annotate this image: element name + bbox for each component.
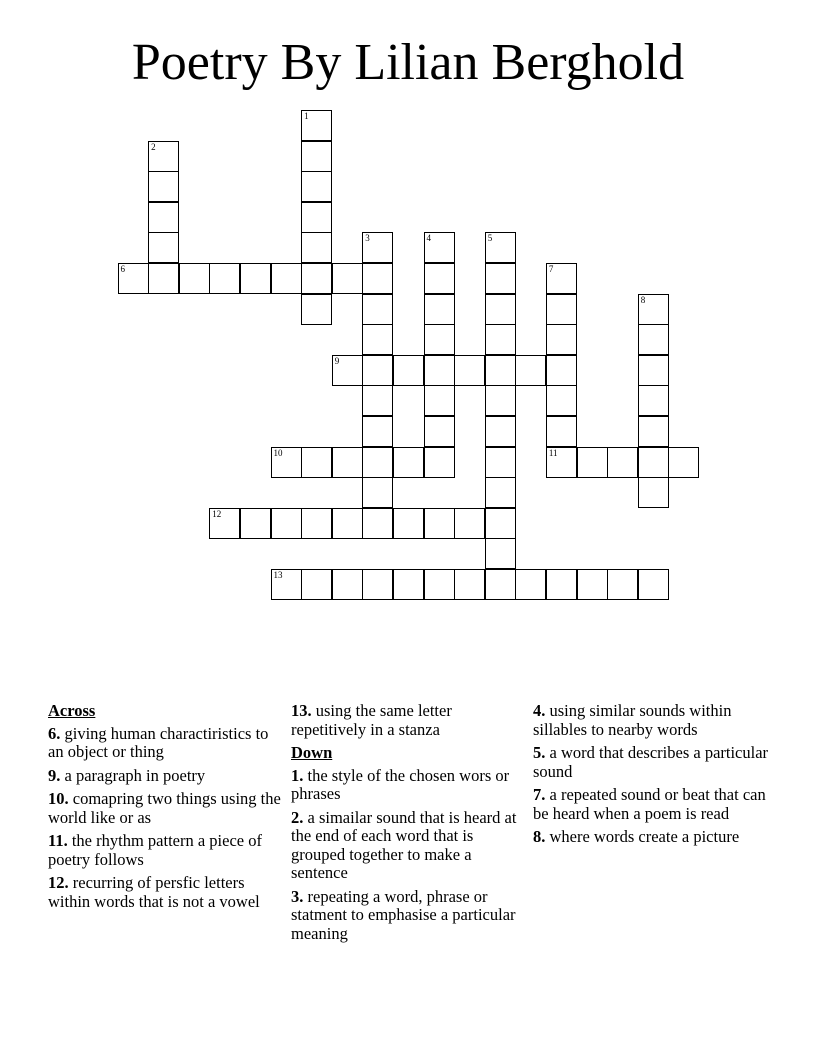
clue-column-1: [48, 702, 284, 916]
grid-cell[interactable]: [515, 569, 546, 600]
grid-cell[interactable]: [485, 355, 516, 386]
grid-cell[interactable]: [638, 324, 669, 355]
clue-number: 9: [334, 355, 340, 366]
grid-cell[interactable]: [546, 263, 577, 294]
grid-cell[interactable]: [424, 416, 455, 447]
clue-number: 2: [151, 141, 156, 152]
grid-cell[interactable]: [424, 508, 455, 539]
grid-cell[interactable]: [638, 416, 669, 447]
grid-cell[interactable]: [424, 294, 455, 325]
grid-cell[interactable]: [362, 355, 393, 386]
grid-cell[interactable]: [148, 202, 179, 233]
clue-down-3: 3. repeating a word, phrase or statment to emphasise a particular meaning: [291, 886, 516, 943]
grid-cell[interactable]: [485, 263, 516, 294]
grid-cell[interactable]: [118, 263, 149, 294]
clue-number: 8: [640, 294, 646, 305]
grid-cell[interactable]: [424, 263, 455, 294]
grid-cell[interactable]: [362, 324, 393, 355]
grid-cell[interactable]: [301, 508, 332, 539]
grid-cell[interactable]: [301, 141, 332, 172]
clue-down-5: 5. a word that describes a particular sound: [533, 743, 769, 781]
clue-number: 4: [426, 233, 431, 244]
grid-cell[interactable]: [638, 385, 669, 416]
grid-cell[interactable]: [485, 416, 516, 447]
grid-cell[interactable]: [546, 324, 577, 355]
puzzle-title: Poetry By Lilian Berghold: [131, 34, 685, 91]
grid-cell[interactable]: [332, 508, 363, 539]
grid-cell[interactable]: [546, 385, 577, 416]
grid-cell[interactable]: [668, 447, 699, 478]
clue-across-12: 12. recurring of persfic letters within words that is not a vowel: [48, 873, 260, 911]
grid-cell[interactable]: [362, 232, 393, 263]
grid-cell[interactable]: [393, 569, 424, 600]
grid-cell[interactable]: [362, 477, 393, 508]
grid-cell[interactable]: [240, 263, 271, 294]
grid-cell[interactable]: [301, 447, 332, 478]
grid-cell[interactable]: [362, 416, 393, 447]
grid-cell[interactable]: [148, 171, 179, 202]
grid-cell[interactable]: [638, 569, 669, 600]
clue-number: 3: [365, 233, 370, 244]
grid-cell[interactable]: [546, 569, 577, 600]
grid-cell[interactable]: [332, 355, 363, 386]
clue-across-13: 13. using the same letter repetitively in a stanza: [291, 701, 452, 739]
grid-cell[interactable]: [454, 355, 485, 386]
grid-cell[interactable]: [301, 294, 332, 325]
grid-cell[interactable]: [148, 141, 179, 172]
grid-cell[interactable]: [638, 447, 669, 478]
grid-cell[interactable]: [148, 232, 179, 263]
grid-cell[interactable]: [485, 324, 516, 355]
grid-cell[interactable]: [240, 508, 271, 539]
grid-cell[interactable]: [424, 569, 455, 600]
grid-cell[interactable]: [393, 355, 424, 386]
grid-cell[interactable]: [362, 294, 393, 325]
clue-across-10: 10. comapring two things using the world like or as: [48, 789, 281, 827]
grid-cell[interactable]: [485, 447, 516, 478]
grid-cell[interactable]: [515, 355, 546, 386]
grid-cell[interactable]: [546, 294, 577, 325]
grid-cell[interactable]: [424, 355, 455, 386]
clue-down-8: 8. where words create a picture: [533, 827, 740, 846]
across-header: Across: [48, 701, 96, 720]
grid-cell[interactable]: [485, 385, 516, 416]
clue-down-7: 7. a repeated sound or beat that can be heard when a poem is read: [533, 785, 766, 823]
clue-across-11: 11. the rhythm pattern a piece of poetry follows: [48, 831, 262, 869]
grid-cell[interactable]: [301, 569, 332, 600]
grid-cell[interactable]: [301, 263, 332, 294]
grid-cell[interactable]: [485, 294, 516, 325]
clue-down-1: 1. the style of the chosen wors or phrases: [291, 765, 510, 803]
grid-cell[interactable]: [271, 508, 302, 539]
grid-cell[interactable]: [638, 477, 669, 508]
grid-cell[interactable]: [607, 447, 638, 478]
grid-cell[interactable]: [209, 508, 240, 539]
grid-cell[interactable]: [485, 538, 516, 569]
grid-cell[interactable]: [638, 294, 669, 325]
grid-cell[interactable]: [607, 569, 638, 600]
grid-cell[interactable]: [485, 477, 516, 508]
clue-down-2: 2. a simailar sound that is heard at the end of each word that is grouped together to make a sentence: [291, 807, 517, 882]
grid-cell[interactable]: [301, 202, 332, 233]
grid-cell[interactable]: [332, 263, 363, 294]
grid-cell[interactable]: [454, 508, 485, 539]
grid-cell[interactable]: [485, 508, 516, 539]
grid-cell[interactable]: [485, 569, 516, 600]
grid-cell[interactable]: [209, 263, 240, 294]
down-header: Down: [291, 743, 333, 762]
grid-cell[interactable]: [271, 263, 302, 294]
clue-across-6: 6. giving human charactiristics to an object or thing: [48, 723, 269, 761]
grid-cell[interactable]: [301, 171, 332, 202]
grid-cell[interactable]: [546, 447, 577, 478]
grid-cell[interactable]: [362, 263, 393, 294]
clue-across-9: 9. a paragraph in poetry: [48, 765, 206, 785]
grid-cell[interactable]: [393, 508, 424, 539]
grid-cell[interactable]: [577, 569, 608, 600]
grid-cell[interactable]: [362, 447, 393, 478]
clue-column-3: [533, 702, 769, 852]
grid-cell[interactable]: [454, 569, 485, 600]
clue-number: 10: [273, 447, 283, 458]
clue-number: 7: [548, 264, 554, 274]
grid-cell[interactable]: [362, 385, 393, 416]
grid-cell[interactable]: [362, 569, 393, 600]
grid-cell[interactable]: [546, 355, 577, 386]
clue-down-4: 4. using similar sounds within sillables to nearby words: [533, 701, 732, 739]
clue-number: 1: [304, 111, 309, 121]
grid-cell[interactable]: [179, 263, 210, 294]
grid-cell[interactable]: [393, 447, 424, 478]
clue-column-2: [291, 702, 527, 948]
clue-number: 13: [273, 570, 283, 580]
grid-cell[interactable]: [148, 263, 179, 294]
grid-cell[interactable]: [424, 385, 455, 416]
grid-cell[interactable]: [424, 324, 455, 355]
grid-cell[interactable]: [362, 508, 393, 539]
grid-cell[interactable]: [301, 110, 332, 141]
clue-number: 5: [487, 233, 493, 244]
grid-cell[interactable]: [301, 232, 332, 263]
grid-cell[interactable]: [485, 232, 516, 263]
grid-cell[interactable]: [271, 447, 302, 478]
grid-cell[interactable]: [638, 355, 669, 386]
grid-cell[interactable]: [546, 416, 577, 447]
clue-number: 6: [120, 264, 125, 274]
grid-cell[interactable]: [577, 447, 608, 478]
clue-number: 11: [548, 447, 558, 458]
clue-number: 12: [212, 508, 222, 519]
grid-cell[interactable]: [424, 232, 455, 263]
grid-cell[interactable]: [271, 569, 302, 600]
grid-cell[interactable]: [424, 447, 455, 478]
grid-cell[interactable]: [332, 447, 363, 478]
grid-cell[interactable]: [332, 569, 363, 600]
